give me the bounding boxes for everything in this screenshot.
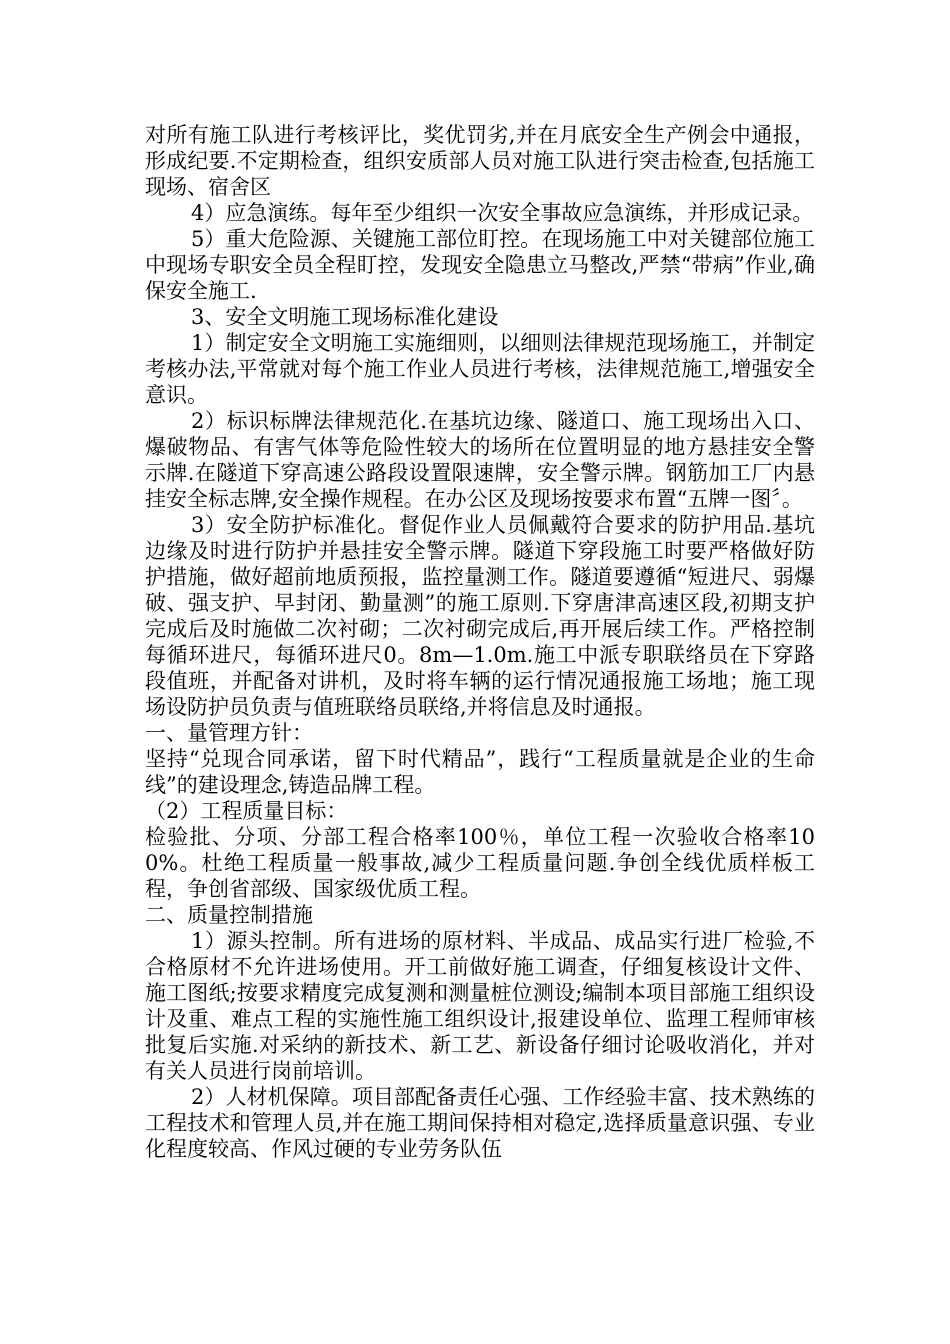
document-page	[145, 122, 815, 1162]
paragraph-3: 5）重大危险源、关键施工部位盯控。在现场施工中对关键部位施工中现场专职安全员全程盯控，发现安全隐患立马整改,严禁“带病”作业,确保安全施工.	[145, 227, 815, 303]
paragraph-7: 3）安全防护标准化。督促作业人员佩戴符合要求的防护用品.基坑边缘及时进行防护并悬挂安全警示牌。隧道下穿段施工时要严格做好防护措施，做好超前地质预报，监控量测工作。隧道要遵循“短进尺、弱爆破、强支护、早封闭、勤量测”的施工原则.下穿唐津高速区段,初期支护完成后及时施做二次衬砌；二次衬砌完成后,再开展后续工作。严格控制每循环进尺，每循环进尺0。8m—1.0m.施工中派专职联络员在下穿路段值班，并配备对讲机，及时将车辆的运行情况通报施工场地；施工现场设防护员负责与值班联络员联络,并将信息及时通报。	[145, 513, 815, 719]
paragraph-9: 坚持“兑现合同承诺，留下时代精品”，践行“工程质量就是企业的生命线”的建设理念,铸造品牌工程。	[145, 747, 815, 797]
paragraph-1: 对所有施工队进行考核评比，奖优罚劣,并在月底安全生产例会中通报，形成纪要.不定期检查，组织安质部人员对施工队进行突击检查,包括施工现场、宿舍区	[145, 123, 815, 199]
paragraph-4: 3、安全文明施工现场标准化建设	[191, 305, 499, 329]
paragraph-5: 1）制定安全文明施工实施细则，以细则法律规范现场施工，并制定考核办法,平常就对每个施工作业人员进行考核，法律规范施工,增强安全意识。	[145, 331, 815, 407]
paragraph-11: 检验批、分项、分部工程合格率100％，单位工程一次验收合格率100%。杜绝工程质量一般事故,减少工程质量问题.争创全线优质样板工程，争创省部级、国家级优质工程。	[145, 825, 815, 901]
paragraph-12: 二、质量控制措施	[145, 903, 313, 927]
paragraph-13: 1）源头控制。所有进场的原材料、半成品、成品实行进厂检验,不合格原材不允许进场使用。开工前做好施工调查，仔细复核设计文件、施工图纸;按要求精度完成复测和测量桩位测设;编制本项目部施工组织设计及重、难点工程的实施性施工组织设计,报建设单位、监理工程师审核批复后实施.对采纳的新技术、新工艺、新设备仔细讨论吸收消化，并对有关人员进行岗前培训。	[145, 929, 815, 1083]
paragraph-2: 4）应急演练。每年至少组织一次安全事故应急演练，并形成记录。	[191, 201, 814, 225]
paragraph-8: 一、量管理方针：	[145, 721, 313, 745]
paragraph-6: 2）标识标牌法律规范化.在基坑边缘、隧道口、施工现场出入口、爆破物品、有害气体等危险性较大的场所在位置明显的地方悬挂安全警示牌.在隧道下穿高速公路段设置限速牌，安全警示牌。钢筋加工厂内悬挂安全标志牌,安全操作规程。在办公区及现场按要求布置“五牌一图〞。	[145, 409, 815, 511]
paragraph-10: （2）工程质量目标：	[145, 799, 348, 823]
paragraph-14: 2）人材机保障。项目部配备责任心强、工作经验丰富、技术熟练的工程技术和管理人员,并在施工期间保持相对稳定,选择质量意识强、专业化程度较高、作风过硬的专业劳务队伍	[145, 1085, 815, 1161]
